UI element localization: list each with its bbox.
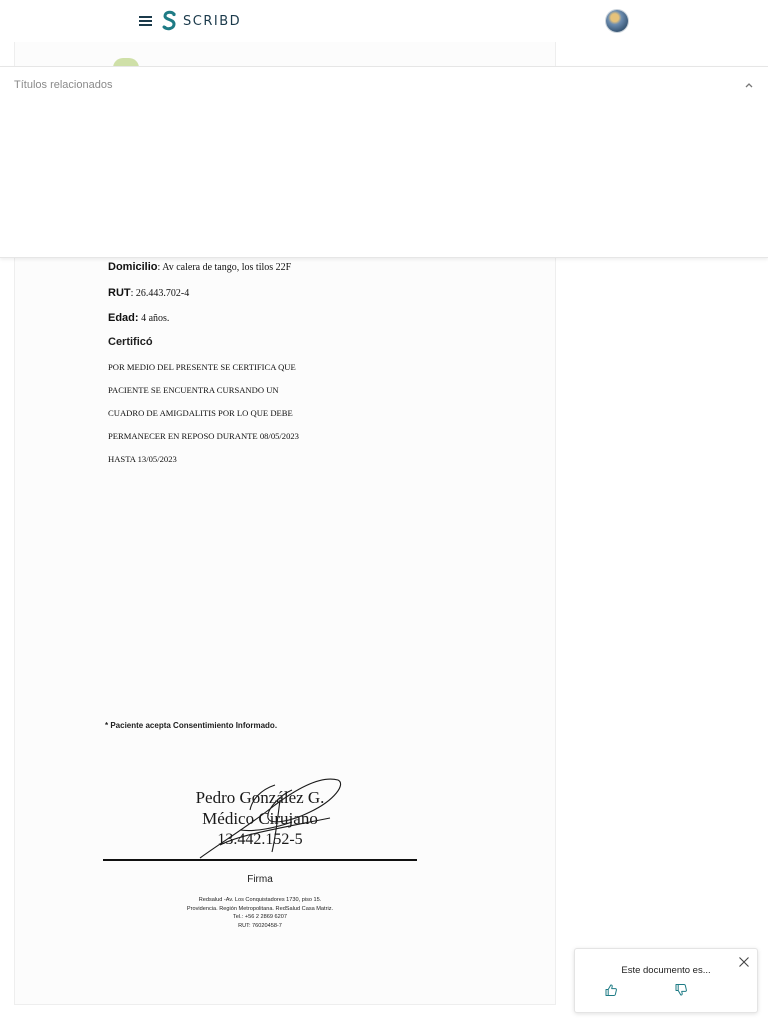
footer-line: RUT: 76020458-7 <box>238 922 282 929</box>
domicilio-value: : Av calera de tango, los tilos 22F <box>157 262 292 273</box>
stamp-name: Pedro González G. <box>195 788 325 807</box>
thumbs-down-icon[interactable] <box>674 983 688 997</box>
related-titles-heading: Títulos relacionados <box>14 79 113 91</box>
rut-value: : 26.443.702-4 <box>130 288 190 299</box>
doctor-stamp <box>160 787 360 851</box>
related-titles-panel <box>0 66 768 258</box>
chevron-up-icon[interactable] <box>742 79 756 91</box>
certificate-body-line: PACIENTE SE ENCUENTRA CURSANDO UN <box>108 384 279 395</box>
certificate-body-line: PERMANECER EN REPOSO DURANTE 08/05/2023 <box>108 430 299 441</box>
institution-footer <box>103 896 417 930</box>
edad-value: 4 años. <box>138 313 170 324</box>
feedback-question: Este documento es... <box>621 965 711 976</box>
edad-label: Edad: <box>108 312 139 324</box>
brand-name: SCRIBD <box>183 13 242 29</box>
footer-line: Redsalud -Av. Los Conquistadores 1730, piso 15. <box>198 897 322 903</box>
stamp-rut: 13.442.152-5 <box>217 831 303 848</box>
footer-line: Providencia. Región Metropolitana. RedSalud Casa Matriz. <box>186 905 334 912</box>
signature-line <box>103 859 417 861</box>
thumbs-up-icon[interactable] <box>604 983 618 997</box>
domicilio-label: Domicilio <box>108 261 158 273</box>
certificate-body-line: POR MEDIO DEL PRESENTE SE CERTIFICA QUE <box>108 361 296 372</box>
rut-field <box>108 287 189 299</box>
firma-label: Firma <box>247 874 273 885</box>
stamp-title: Médico Cirujano <box>202 809 318 828</box>
hamburger-icon[interactable] <box>137 13 155 29</box>
footer-line: Tel.: +56 2 2869 6207 <box>233 914 287 921</box>
user-avatar[interactable] <box>606 10 628 32</box>
consent-note: * Paciente acepta Consentimiento Informado. <box>105 721 278 730</box>
edad-field <box>108 312 169 324</box>
scribd-logo[interactable] <box>162 9 241 33</box>
rut-label: RUT <box>108 287 131 299</box>
certificate-body-line: HASTA 13/05/2023 <box>108 453 177 464</box>
certifico-heading: Certificó <box>108 336 153 348</box>
scribd-s-icon <box>162 10 177 32</box>
certificate-body <box>108 350 338 477</box>
domicilio-field <box>108 261 291 273</box>
feedback-widget <box>574 948 758 1013</box>
top-navigation-bar <box>0 0 768 42</box>
certificate-body-line: CUADRO DE AMIGDALITIS POR LO QUE DEBE <box>108 407 293 418</box>
